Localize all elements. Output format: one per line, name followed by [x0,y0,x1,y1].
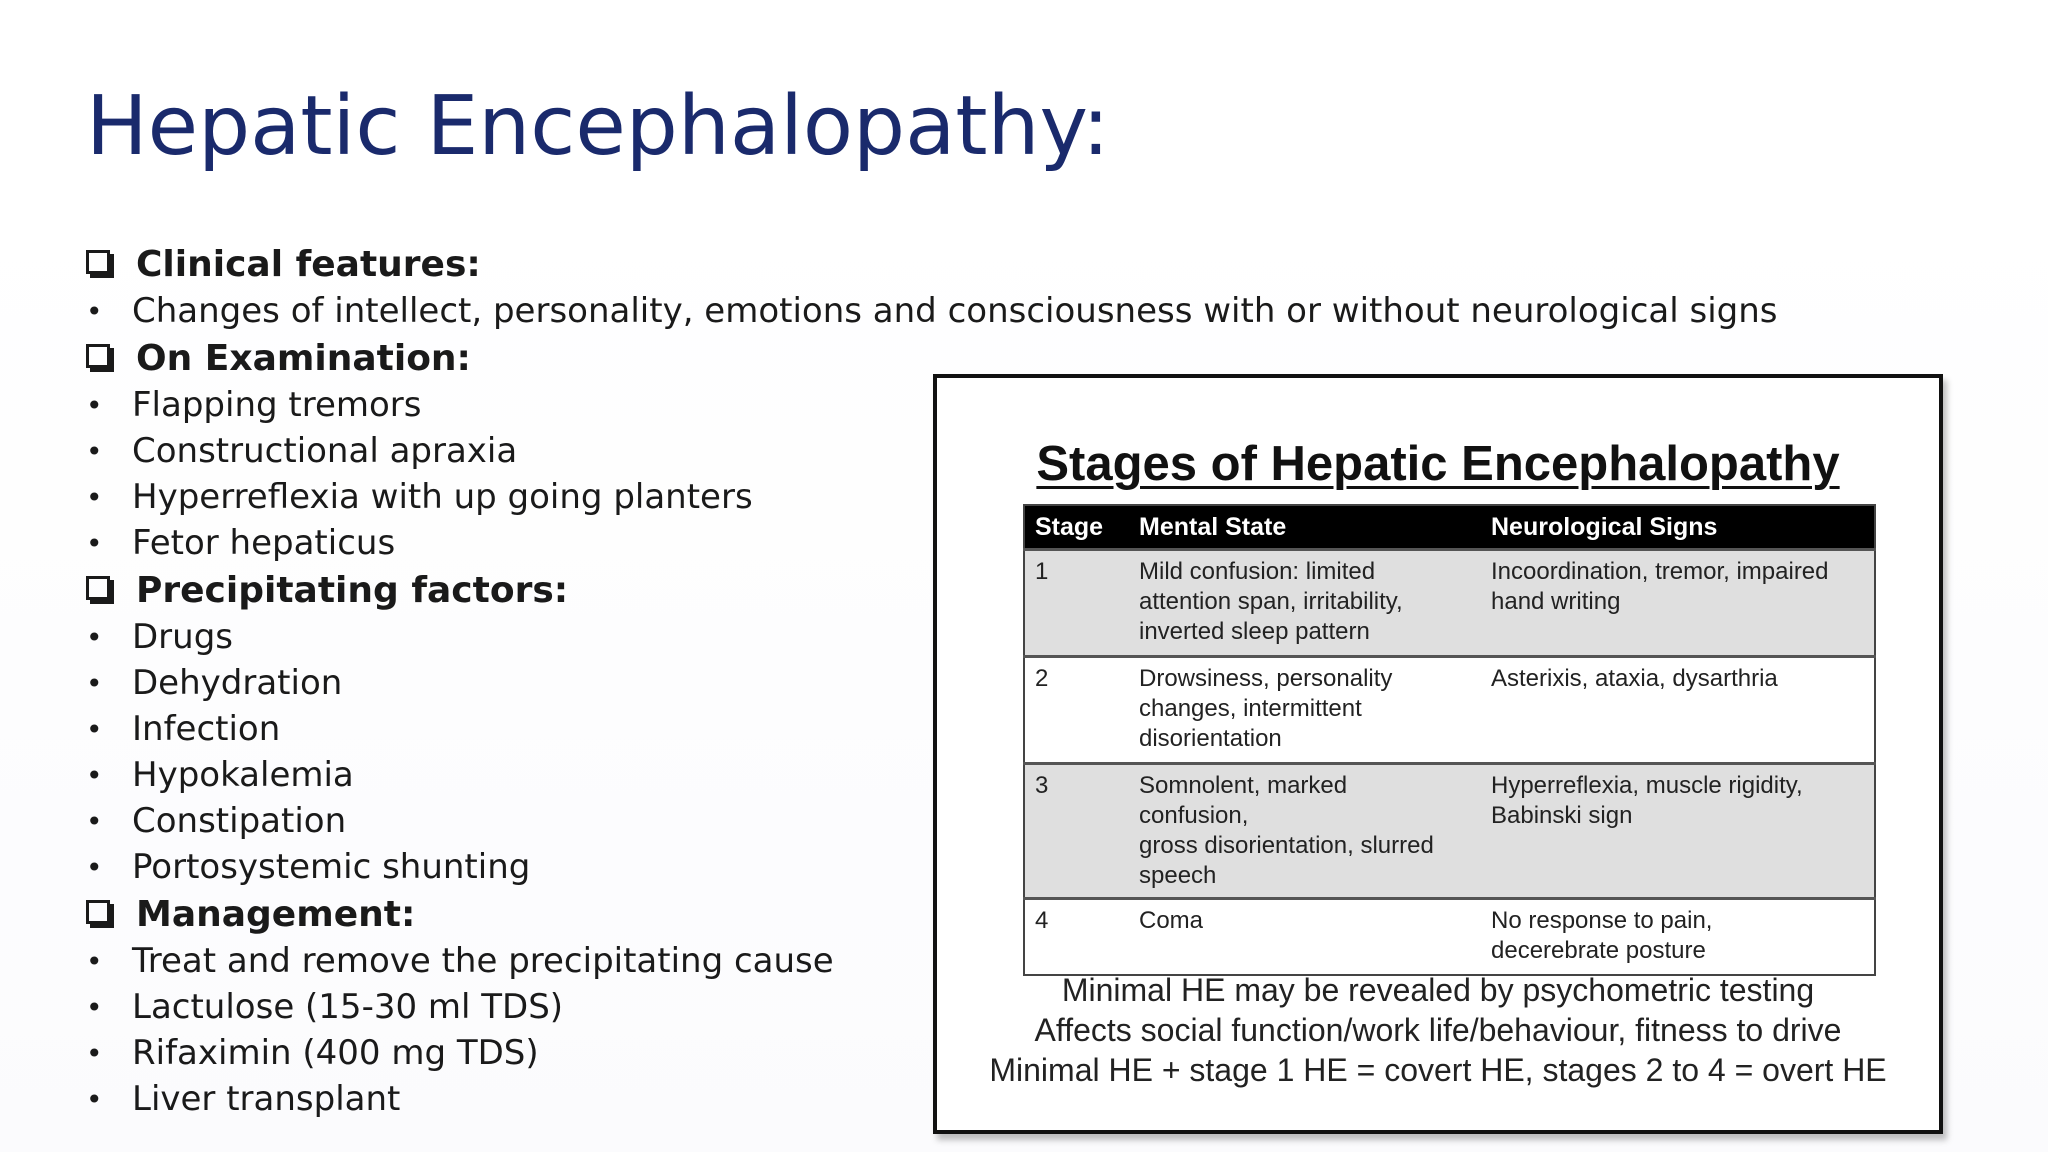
list-item-text: Constructional apraxia [132,431,518,471]
list-item-text: Hypokalemia [132,755,354,795]
neurological-signs-cell [1481,657,1875,764]
cell-line: Somnolent, marked confusion, [1139,772,1348,829]
bullet-dot-icon: • [86,850,103,884]
cell-line: hand writing [1491,588,1621,615]
section-heading: On Examination: [136,337,471,379]
bullet-list [86,288,1786,334]
cell-line: Asterixis, ataxia, dysarthria [1491,665,1778,692]
table-header-row [1024,505,1875,550]
cell-line: decerebrate posture [1491,937,1706,964]
bullet-dot-icon: • [86,526,103,560]
bullet-dot-icon: • [86,944,103,978]
bullet-dot-icon: • [86,1082,103,1116]
list-item-text: Dehydration [132,663,343,703]
list-item-text: Rifaximin (400 mg TDS) [132,1033,539,1073]
neurological-signs-cell [1481,899,1875,976]
slide-title: Hepatic Encephalopathy: [86,79,1110,174]
list-item-text: Infection [132,709,281,749]
figure-note: Minimal HE + stage 1 HE = covert HE, stages 2 to 4 = overt HE [989,1052,1887,1088]
stage-cell: 1 [1024,550,1129,657]
mental-state-cell [1129,899,1481,976]
table-row [1024,657,1875,764]
checkbox-icon [86,344,110,368]
section-heading: Management: [136,893,416,935]
bullet-dot-icon: • [86,712,103,746]
cell-line: Mild confusion: limited [1139,558,1376,585]
cell-line: inverted sleep pattern [1139,618,1370,645]
cell-line: Hyperreflexia, muscle rigidity, [1491,772,1803,799]
neurological-signs-cell [1481,764,1875,899]
cell-line: Drowsiness, personality [1139,665,1393,692]
bullet-dot-icon: • [86,1036,103,1070]
checkbox-icon [86,900,110,924]
list-item-text: Drugs [132,617,234,657]
list-item-text: Changes of intellect, personality, emotions and consciousness with or without neurological signs [132,291,1778,331]
cell-line: Incoordination, tremor, impaired [1491,558,1829,585]
section-heading: Precipitating factors: [136,569,569,611]
stage-cell: 3 [1024,764,1129,899]
list-item-text: Flapping tremors [132,385,422,425]
figure-notes [937,970,1939,1090]
column-header-stage: Stage [1024,505,1129,550]
mental-state-cell [1129,764,1481,899]
cell-line: changes, intermittent [1139,695,1362,722]
figure-note: Minimal HE may be revealed by psychometric testing [1061,972,1815,1008]
cell-line: Babinski sign [1491,802,1633,829]
table-row [1024,764,1875,899]
list-item [86,288,1786,334]
table-row [1024,899,1875,976]
cell-line: speech [1139,862,1217,889]
section-clinical-features [86,240,1786,334]
figure-title: Stages of Hepatic Encephalopathy [1036,437,1840,491]
checkbox-icon [86,250,110,274]
column-header-neurological-signs: Neurological Signs [1481,505,1875,550]
bullet-dot-icon: • [86,480,103,514]
section-heading: Clinical features: [136,243,481,285]
mental-state-cell [1129,550,1481,657]
bullet-dot-icon: • [86,990,103,1024]
list-item-text: Hyperreflexia with up going planters [132,477,753,517]
stages-figure [933,374,1943,1134]
cell-line: Coma [1139,907,1204,934]
cell-line: attention span, irritability, [1139,588,1403,615]
bullet-dot-icon: • [86,758,103,792]
stage-cell: 4 [1024,899,1129,976]
column-header-mental-state: Mental State [1129,505,1481,550]
table-row [1024,550,1875,657]
checkbox-icon [86,576,110,600]
figure-note: Affects social function/work life/behaviour, fitness to drive [1034,1012,1842,1048]
mental-state-cell [1129,657,1481,764]
bullet-dot-icon: • [86,434,103,468]
bullet-dot-icon: • [86,620,103,654]
cell-line: disorientation [1139,725,1282,752]
list-item-text: Lactulose (15-30 ml TDS) [132,987,564,1027]
list-item-text: Portosystemic shunting [132,847,531,887]
bullet-dot-icon: • [86,294,103,328]
cell-line: gross disorientation, slurred [1139,832,1434,859]
bullet-dot-icon: • [86,666,103,700]
section-heading-row [86,240,1786,288]
bullet-dot-icon: • [86,388,103,422]
stage-cell: 2 [1024,657,1129,764]
list-item-text: Liver transplant [132,1079,401,1119]
neurological-signs-cell [1481,550,1875,657]
cell-line: No response to pain, [1491,907,1713,934]
stages-table [1023,504,1876,976]
list-item-text: Treat and remove the precipitating cause [132,941,834,981]
bullet-dot-icon: • [86,804,103,838]
list-item-text: Fetor hepaticus [132,523,396,563]
list-item-text: Constipation [132,801,347,841]
